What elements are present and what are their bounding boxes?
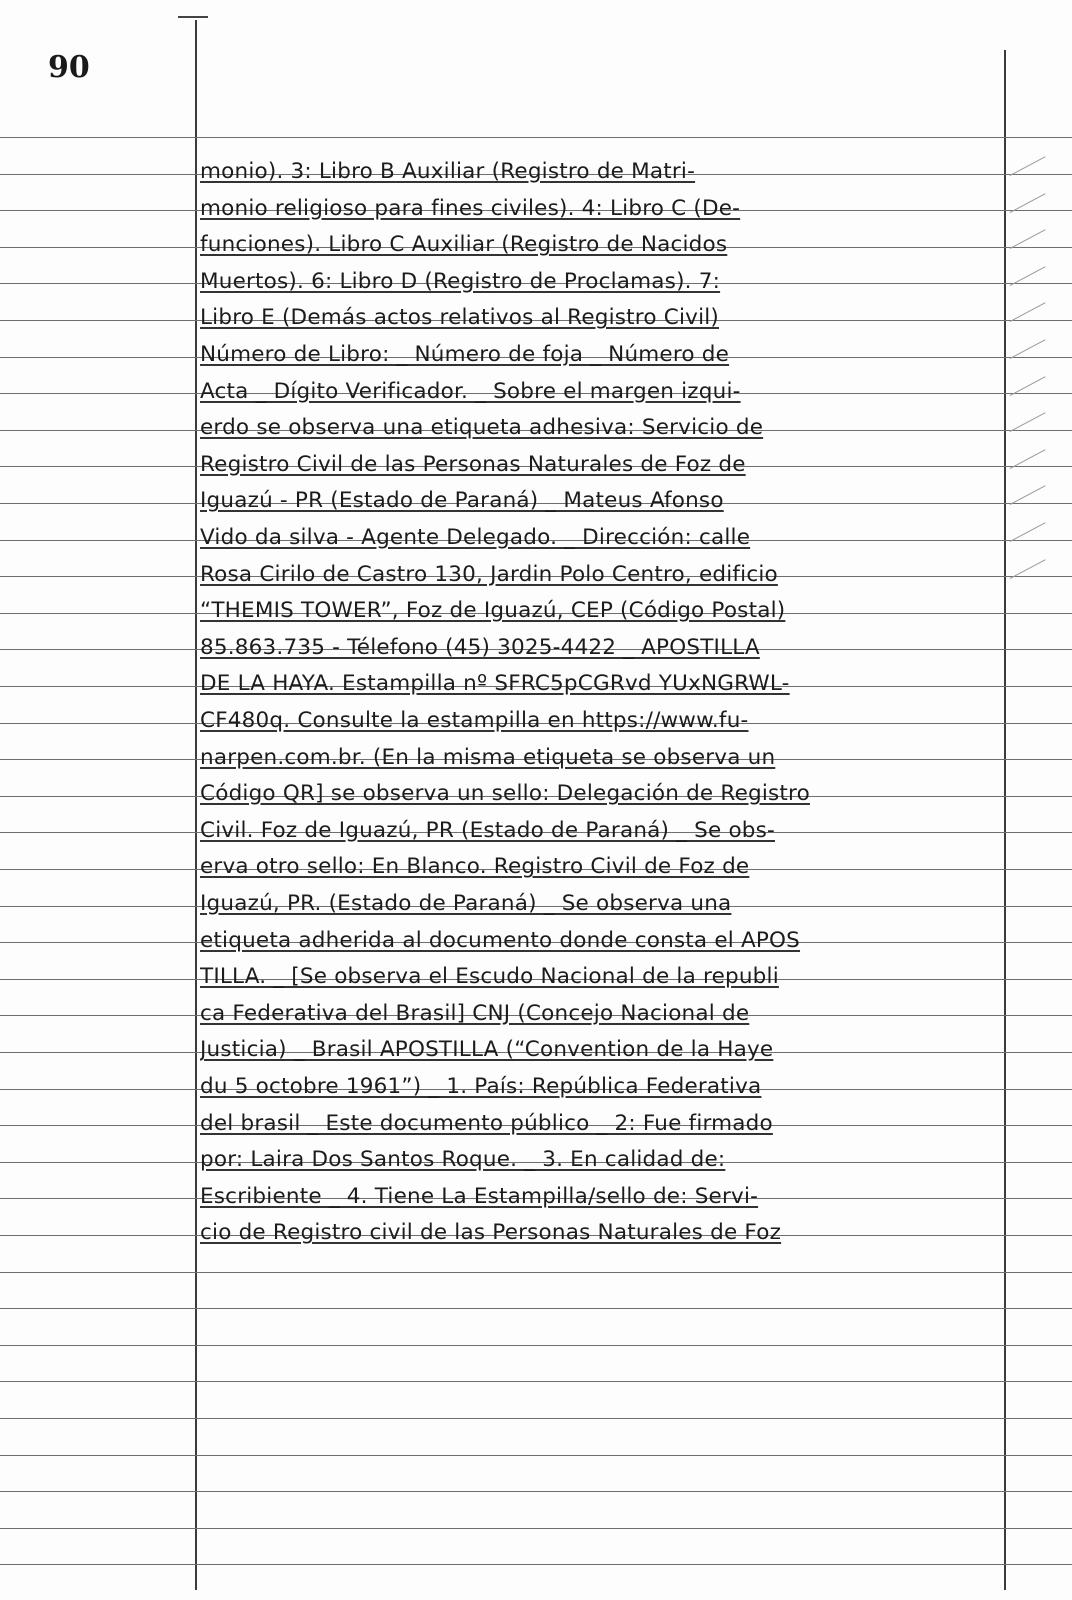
ruled-line (0, 1455, 1072, 1456)
text-line: DE LA HAYA. Estampilla nº SFRC5pCGRvd YUxNGRWL- (200, 671, 790, 697)
text-line: narpen.com.br. (En la misma etiqueta se observa un (200, 744, 776, 770)
edge-mark (1010, 559, 1046, 579)
text-line: etiqueta adherida al documento donde consta el APOS (200, 927, 801, 953)
text-line: del brasil _ Este documento público _ 2: Fue firmado (200, 1110, 773, 1136)
text-line: Registro Civil de las Personas Naturales de Foz de (200, 451, 746, 477)
text-line: monio religioso para fines civiles). 4: Libro C (De- (200, 195, 741, 221)
text-line: Muertos). 6: Libro D (Registro de Proclamas). 7: (200, 268, 721, 294)
text-line: Acta _ Dígito Verificador. _ Sobre el margen izqui- (200, 378, 741, 404)
edge-mark (1010, 522, 1046, 542)
ruled-line (0, 1272, 1072, 1273)
text-line: Escribiente _ 4. Tiene La Estampilla/sello de: Servi- (200, 1183, 759, 1209)
ruled-line (0, 1564, 1072, 1565)
ruled-line (0, 1381, 1072, 1382)
text-line: funciones). Libro C Auxiliar (Registro de Nacidos (200, 232, 728, 258)
text-line: cio de Registro civil de las Personas Naturales de Foz (200, 1220, 782, 1246)
text-line: erdo se observa una etiqueta adhesiva: Servicio de (200, 415, 764, 441)
edge-marks (1010, 0, 1072, 1600)
edge-mark (1010, 266, 1046, 286)
edge-mark (1010, 412, 1046, 432)
text-line: Iguazú - PR (Estado de Paraná) _ Mateus Afonso (200, 488, 724, 514)
text-line: Código QR] se observa un sello: Delegación de Registro (200, 781, 810, 807)
ruled-line (0, 137, 1072, 138)
text-line: Libro E (Demás actos relativos al Registro Civil) (200, 305, 720, 331)
text-line: por: Laira Dos Santos Roque. _ 3. En calidad de: (200, 1147, 726, 1173)
text-line: “THEMIS TOWER”, Foz de Iguazú, CEP (Código Postal) (200, 598, 786, 624)
edge-mark (1010, 486, 1046, 506)
ruled-line (0, 1418, 1072, 1419)
text-line: Vido da silva - Agente Delegado. _ Dirección: calle (200, 525, 751, 550)
left-margin-line (195, 20, 197, 1590)
text-line: CF480q. Consulte la estampilla en https://www.fu- (200, 708, 749, 733)
text-line: TILLA. _ [Se observa el Escudo Nacional de la republi (200, 964, 779, 990)
ruled-line (0, 1491, 1072, 1492)
edge-mark (1010, 339, 1046, 359)
text-line: Civil. Foz de Iguazú, PR (Estado de Paraná) _ Se obs- (200, 817, 776, 843)
text-line: Rosa Cirilo de Castro 130, Jardin Polo Centro, edificio (200, 561, 778, 587)
edge-mark (1010, 449, 1046, 469)
edge-mark (1010, 376, 1046, 396)
edge-mark (1010, 193, 1046, 213)
edge-mark (1010, 156, 1046, 176)
ruled-line (0, 1308, 1072, 1309)
edge-mark (1010, 303, 1046, 323)
ruled-line (0, 1528, 1072, 1529)
text-line: Número de Libro: _ Número de foja _ Número de (200, 342, 730, 367)
page-number: 90 (48, 50, 90, 85)
top-margin-tick (178, 16, 208, 18)
text-line: ca Federativa del Brasil] CNJ (Concejo Nacional de (200, 1000, 750, 1026)
ruled-line (0, 1345, 1072, 1346)
text-line: Justicia) _ Brasil APOSTILLA (“Convention de la Haye (200, 1037, 774, 1063)
text-line: monio). 3: Libro B Auxiliar (Registro de Matri- (200, 159, 696, 184)
text-line: erva otro sello: En Blanco. Registro Civil de Foz de (200, 854, 750, 880)
text-line: 85.863.735 - Télefono (45) 3025-4422 _ APOSTILLA (200, 634, 760, 660)
text-line: Iguazú, PR. (Estado de Paraná) _ Se observa una (200, 891, 732, 916)
edge-mark (1010, 229, 1046, 249)
text-line: du 5 octobre 1961”) _ 1. País: República Federativa (200, 1074, 762, 1099)
